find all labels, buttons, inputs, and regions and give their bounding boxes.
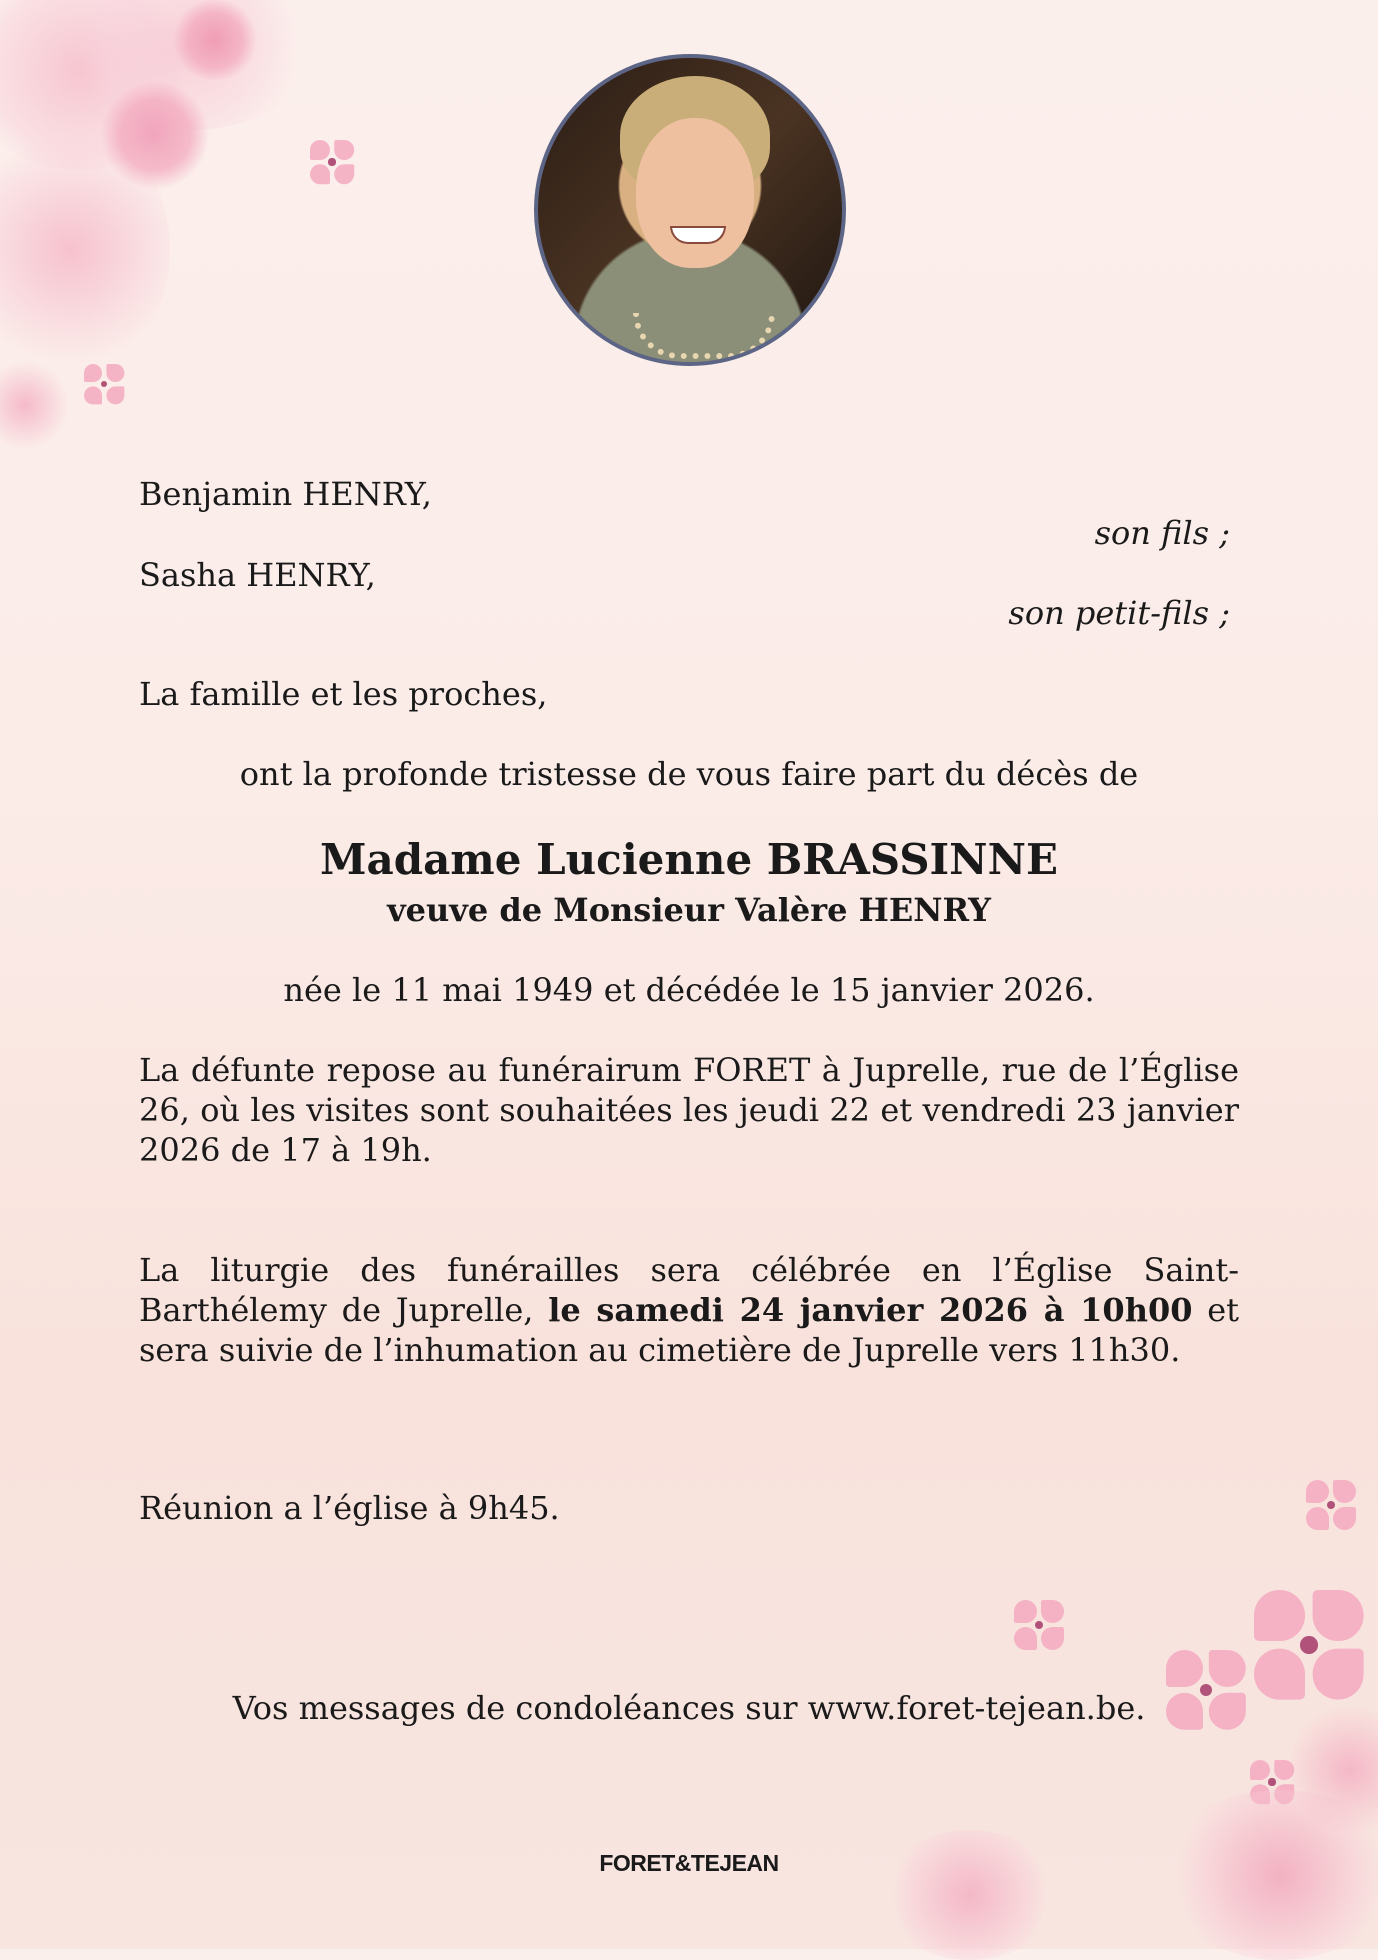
announcement-text: ont la profonde tristesse de vous faire part du décès de — [239, 755, 1139, 793]
funeral-home-logo: FORET&TEJEAN — [599, 1850, 779, 1876]
visitation-paragraph: La défunte repose au funérairum FORET à Juprelle, rue de l’Église 26, où les visites sont souhaitées les jeudi 22 et vendredi 23 janvier 2026 de 17 à 19h. — [139, 1051, 1239, 1169]
liturgy-date-bold: le samedi 24 janvier 2026 à 10h00 — [548, 1291, 1193, 1329]
deceased-name: Madame Lucienne BRASSINNE — [320, 835, 1058, 884]
grandson-name: Sasha HENRY, — [139, 556, 376, 594]
birth-death-dates: née le 11 mai 1949 et décédée le 15 janvier 2026. — [283, 971, 1095, 1009]
widow-of: veuve de Monsieur Valère HENRY — [387, 891, 991, 929]
meeting-info: Réunion a l’église à 9h45. — [139, 1489, 560, 1527]
liturgy-text-end: et sera suivie de l’inhumation au cimetière de Juprelle vers 11h30. — [139, 1291, 1240, 1369]
liturgy-paragraph — [139, 1250, 1239, 1370]
family-others: La famille et les proches, — [139, 675, 548, 713]
liturgy-text-start: La liturgie des funérailles sera célébrée en l’Église Saint-Barthélemy de Juprelle, — [139, 1251, 1239, 1329]
grandson-relation: son petit-fils ; — [1008, 594, 1230, 632]
son-name: Benjamin HENRY, — [139, 475, 432, 513]
son-relation: son fils ; — [1094, 514, 1230, 552]
deceased-portrait — [534, 54, 846, 366]
condolences-message: Vos messages de condoléances sur www.foret-tejean.be. — [232, 1689, 1146, 1727]
